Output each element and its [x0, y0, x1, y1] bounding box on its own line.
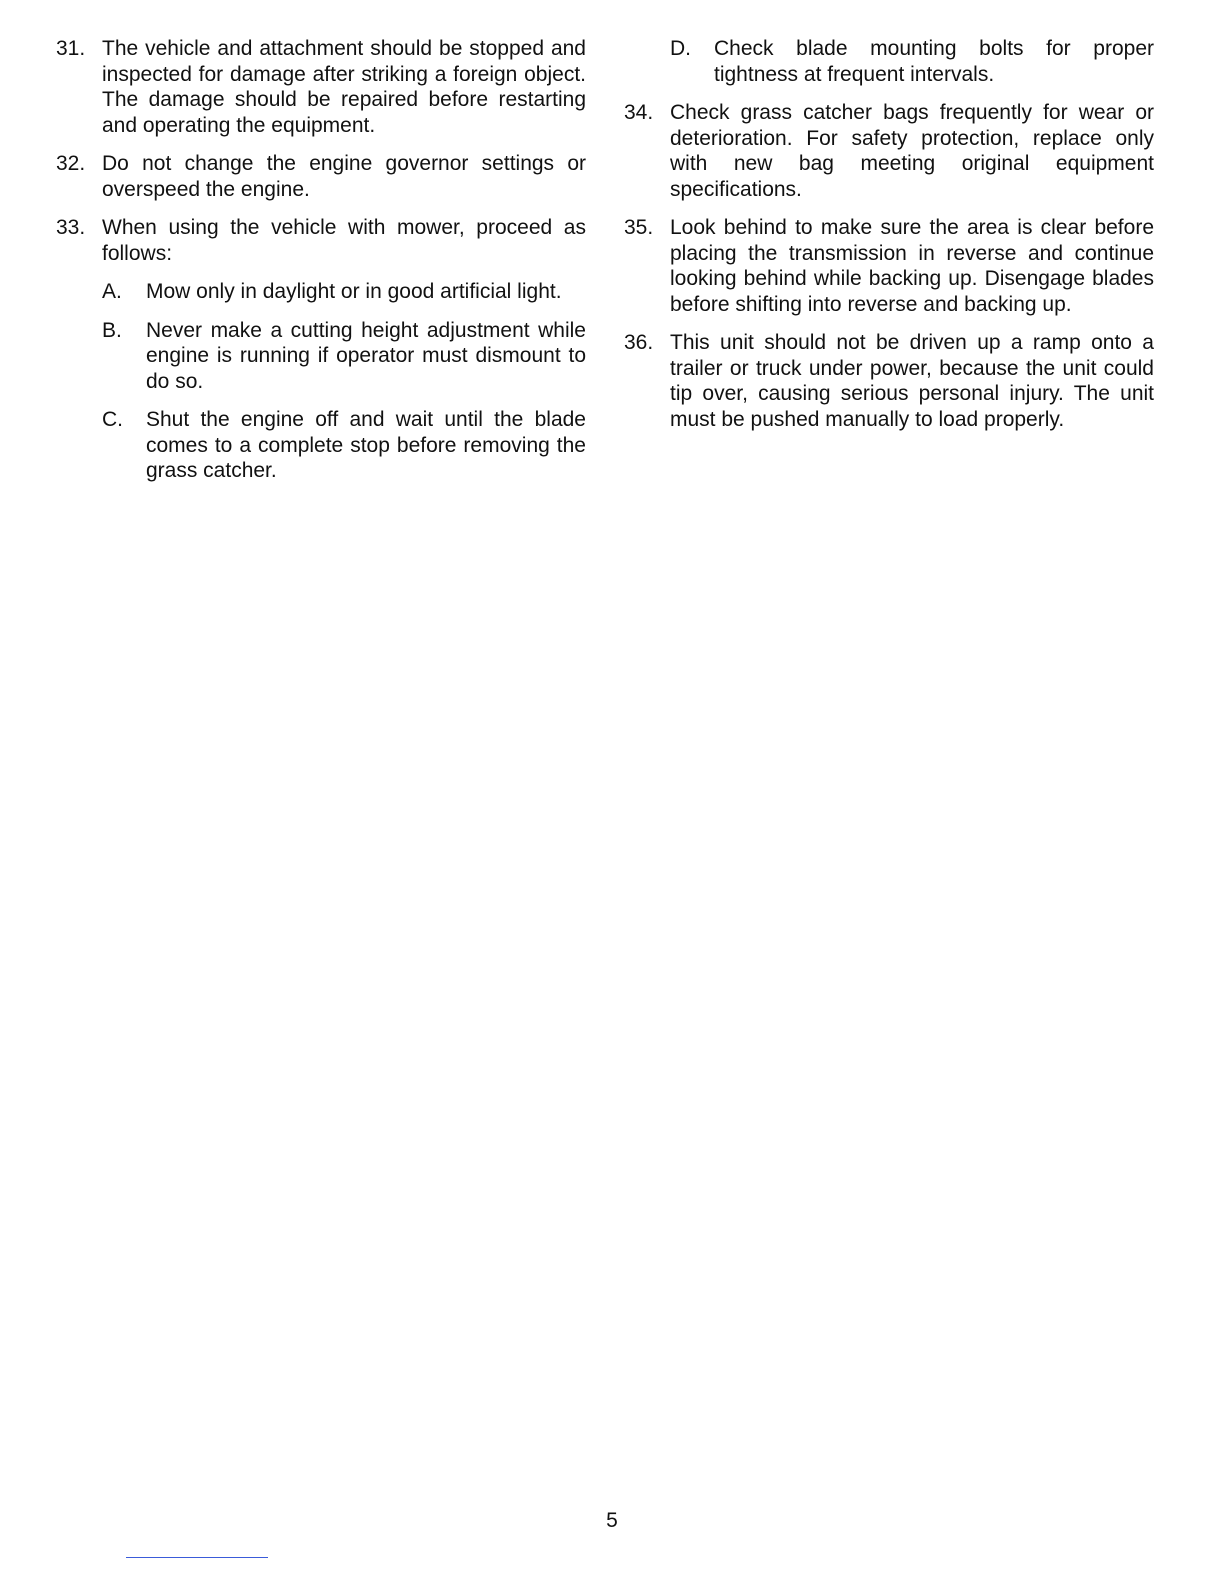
item-text: Look behind to make sure the area is clear before placing the transmission in reverse and continue looking behind while backing up. Disengage blades before shifting into reverse and backing up. [670, 216, 1154, 316]
sublist-item-d [670, 36, 1154, 87]
page-number: 5 [606, 1509, 618, 1532]
item-number: 32. [56, 152, 86, 175]
item-text: This unit should not be driven up a ramp onto a trailer or truck under power, because the unit could tip over, causing serious personal injury. The unit must be pushed manually to load properly. [670, 331, 1154, 431]
list-item-31 [56, 36, 586, 138]
item-text: When using the vehicle with mower, proceed as follows: [102, 216, 586, 265]
sublist-item-c [102, 407, 586, 484]
list-item-36 [624, 330, 1154, 432]
item-text: The vehicle and attachment should be stopped and inspected for damage after striking a foreign object. The damage should be repaired before restarting and operating the equipment. [102, 37, 586, 137]
sub-text: Shut the engine off and wait until the blade comes to a complete stop before removing the grass catcher. [146, 408, 586, 482]
sub-letter: D. [670, 37, 691, 60]
footer-rule [126, 1557, 268, 1558]
left-column [56, 36, 586, 497]
sub-letter: C. [102, 408, 123, 431]
sub-letter: A. [102, 280, 122, 303]
list-item-32 [56, 151, 586, 202]
sublist [102, 279, 586, 484]
sub-text: Check blade mounting bolts for proper tightness at frequent intervals. [714, 37, 1154, 86]
sub-letter: B. [102, 318, 122, 342]
item-text: Check grass catcher bags frequently for wear or deterioration. For safety protection, replace only with new bag meeting original equipment specifications. [670, 101, 1154, 201]
item-number: 33. [56, 216, 86, 239]
sub-text: Mow only in daylight or in good artificial light. [146, 280, 562, 303]
right-column [624, 36, 1154, 445]
sublist-item-b [102, 318, 586, 395]
item-number: 36. [624, 331, 654, 354]
list-item-35 [624, 215, 1154, 317]
item-number: 35. [624, 216, 654, 239]
list-item-33 [56, 215, 586, 266]
item-number: 34. [624, 101, 654, 124]
sublist-item-a [102, 279, 586, 305]
list-item-34 [624, 100, 1154, 202]
item-text: Do not change the engine governor settings or overspeed the engine. [102, 152, 586, 201]
sub-text: Never make a cutting height adjustment while engine is running if operator must dismount to do so. [146, 318, 586, 393]
item-number: 31. [56, 37, 86, 60]
